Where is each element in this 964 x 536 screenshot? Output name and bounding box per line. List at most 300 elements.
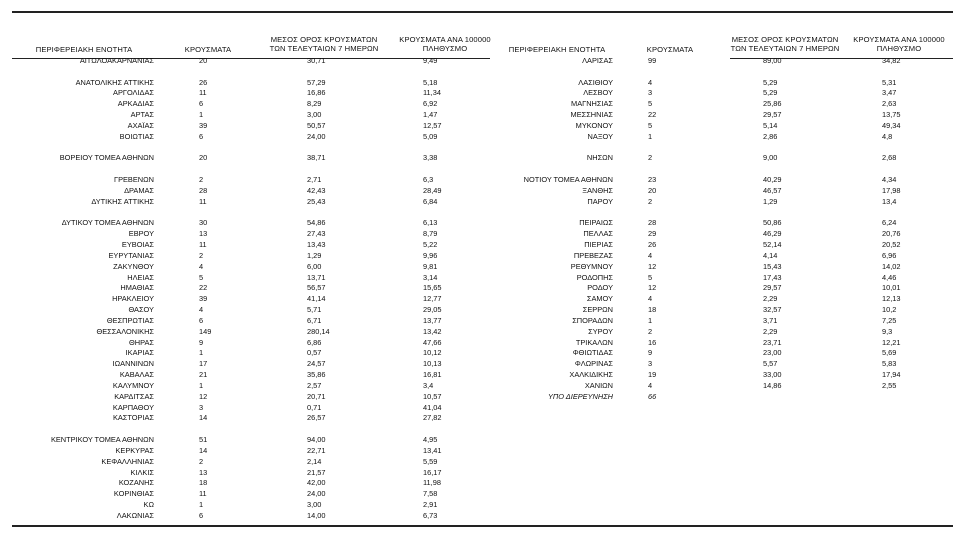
table-row xyxy=(12,218,953,228)
cases-cell: 30 xyxy=(199,218,208,228)
cases-cell: 9 xyxy=(199,337,204,347)
cases-cell: 2 xyxy=(199,456,204,466)
cases-cell: 4 xyxy=(648,380,653,390)
avg-7day-cell: 6,86 xyxy=(307,337,322,347)
region-name-cell: ΧΑΛΚΙΔΙΚΗΣ xyxy=(569,370,613,380)
region-name-cell: ΙΩΑΝΝΙΝΩΝ xyxy=(112,359,154,369)
header-region-left: ΠΕΡΙΦΕΡΕΙΑΚΗ ΕΝΟΤΗΤΑ xyxy=(35,45,133,54)
cases-per-100k-cell: 13,42 xyxy=(423,326,442,336)
region-name-cell: ΗΛΕΙΑΣ xyxy=(127,272,154,282)
table-row xyxy=(12,413,953,423)
table-row xyxy=(12,197,953,207)
cases-cell: 39 xyxy=(199,294,208,304)
region-name-cell: ΝΟΤΙΟΥ ΤΟΜΕΑ ΑΘΗΝΩΝ xyxy=(523,175,613,185)
region-name-cell: ΣΥΡΟΥ xyxy=(588,326,613,336)
cases-per-100k-cell: 11,34 xyxy=(423,88,441,98)
table-row xyxy=(12,338,953,348)
cases-per-100k-cell: 6,3 xyxy=(423,175,434,185)
region-name-cell: ΓΡΕΒΕΝΩΝ xyxy=(114,175,154,185)
avg-7day-cell: 0,57 xyxy=(307,348,322,358)
avg-7day-cell: 5,71 xyxy=(307,305,322,315)
region-name-cell: ΚΑΒΑΛΑΣ xyxy=(119,370,154,380)
table-row xyxy=(12,229,953,239)
avg-7day-cell: 3,00 xyxy=(307,110,322,120)
cases-per-100k-cell: 13,75 xyxy=(882,110,901,120)
region-name-cell: ΙΚΑΡΙΑΣ xyxy=(125,348,154,358)
table-row xyxy=(12,240,953,250)
bottom-rule xyxy=(12,525,953,527)
cases-per-100k-cell: 7,25 xyxy=(882,315,897,325)
cases-cell: 1 xyxy=(199,110,204,120)
region-name-cell: ΑΙΤΩΛΟΑΚΑΡΝΑΝΙΑΣ xyxy=(79,56,154,65)
cases-cell: 26 xyxy=(199,77,208,87)
region-name-cell: ΑΧΑΪΑΣ xyxy=(127,120,154,130)
avg-7day-cell: 14,00 xyxy=(307,510,326,520)
table-row xyxy=(12,186,953,196)
cases-cell: 9 xyxy=(648,348,653,358)
region-name-cell: ΑΡΤΑΣ xyxy=(130,110,154,120)
region-name-cell: ΑΝΑΤΟΛΙΚΗΣ ΑΤΤΙΚΗΣ xyxy=(75,77,154,87)
avg-7day-cell: 54,86 xyxy=(307,218,326,228)
table-row xyxy=(12,446,953,456)
region-name-cell: ΚΑΡΔΙΤΣΑΣ xyxy=(114,391,154,401)
cases-cell: 5 xyxy=(648,120,653,130)
cases-per-100k-cell: 49,34 xyxy=(882,120,901,130)
cases-per-100k-cell: 13,41 xyxy=(423,445,442,455)
region-name-cell: ΚΟΖΑΝΗΣ xyxy=(118,478,154,488)
avg-7day-cell: 50,86 xyxy=(763,218,782,228)
region-name-cell: ΚΟΡΙΝΘΙΑΣ xyxy=(113,489,154,499)
cases-cell: 12 xyxy=(648,283,657,293)
region-name-cell: ΡΟΔΟΠΗΣ xyxy=(576,272,613,282)
avg-7day-cell: 38,71 xyxy=(307,153,326,163)
avg-7day-cell: 29,57 xyxy=(763,283,782,293)
cases-per-100k-cell: 12,77 xyxy=(423,294,442,304)
cases-per-100k-cell: 13,4 xyxy=(882,196,897,206)
region-name-cell: ΚΑΡΠΑΘΟΥ xyxy=(112,402,154,412)
avg-7day-cell: 42,43 xyxy=(307,185,326,195)
cases-cell: 4 xyxy=(648,77,653,87)
avg-7day-cell: 280,14 xyxy=(307,326,330,336)
region-name-cell: ΤΡΙΚΑΛΩΝ xyxy=(575,337,613,347)
avg-7day-cell: 0,71 xyxy=(307,402,322,412)
region-name-cell: ΘΗΡΑΣ xyxy=(129,337,154,347)
region-name-cell: ΠΡΕΒΕΖΑΣ xyxy=(573,250,613,260)
cases-cell: 2 xyxy=(648,196,653,206)
table-row xyxy=(12,457,953,467)
cases-per-100k-cell: 3,4 xyxy=(423,380,434,390)
region-name-cell: ΠΑΡΟΥ xyxy=(587,196,613,206)
table-row xyxy=(12,327,953,337)
cases-cell: 51 xyxy=(199,435,208,445)
table-row xyxy=(12,294,953,304)
cases-per-100k-cell: 4,95 xyxy=(423,435,438,445)
cases-cell: 5 xyxy=(648,272,653,282)
region-name-cell: ΡΟΔΟΥ xyxy=(587,283,613,293)
avg-7day-cell: 46,57 xyxy=(763,185,782,195)
cases-per-100k-cell: 12,57 xyxy=(423,120,442,130)
table-row xyxy=(12,359,953,369)
cases-per-100k-cell: 34,82 xyxy=(882,56,901,65)
cases-cell: 20 xyxy=(199,56,208,65)
avg-7day-cell: 56,57 xyxy=(307,283,326,293)
avg-7day-cell: 6,00 xyxy=(307,261,322,271)
avg-7day-cell: 23,00 xyxy=(763,348,782,358)
region-name-cell: ΛΑΡΙΣΑΣ xyxy=(582,56,613,65)
region-name-cell: ΠΙΕΡΙΑΣ xyxy=(584,240,613,250)
region-name-cell: ΜΕΣΣΗΝΙΑΣ xyxy=(570,110,613,120)
cases-per-100k-cell: 6,73 xyxy=(423,510,438,520)
table-row xyxy=(12,251,953,261)
cases-per-100k-cell: 6,24 xyxy=(882,218,897,228)
region-name-cell: ΦΘΙΩΤΙΔΑΣ xyxy=(572,348,613,358)
cases-per-100k-cell: 29,05 xyxy=(423,305,442,315)
cases-per-100k-cell: 27,82 xyxy=(423,413,442,423)
cases-cell: 14 xyxy=(199,413,208,423)
avg-7day-cell: 30,71 xyxy=(307,56,326,65)
cases-per-100k-cell: 1,47 xyxy=(423,110,438,120)
avg-7day-cell: 2,29 xyxy=(763,326,778,336)
avg-7day-cell: 13,71 xyxy=(307,272,326,282)
region-name-cell: ΜΥΚΟΝΟΥ xyxy=(575,120,613,130)
cases-per-100k-cell: 5,09 xyxy=(423,131,438,141)
header-cases-left: ΚΡΟΥΣΜΑΤΑ xyxy=(184,45,232,54)
cases-per-100k-cell: 3,14 xyxy=(423,272,438,282)
avg-7day-cell: 94,00 xyxy=(307,435,326,445)
avg-7day-cell: 3,00 xyxy=(307,500,322,510)
header-per100k-right: ΚΡΟΥΣΜΑΤΑ ΑΝΑ 100000 ΠΛΗΘΥΣΜΟ xyxy=(853,35,945,53)
cases-cell: 39 xyxy=(199,120,208,130)
cases-cell: 1 xyxy=(199,500,204,510)
cases-per-100k-cell: 5,83 xyxy=(882,359,897,369)
cases-cell: 20 xyxy=(199,153,208,163)
table-row xyxy=(12,110,953,120)
region-name-cell: ΡΕΘΥΜΝΟΥ xyxy=(570,261,613,271)
table-row xyxy=(12,468,953,478)
region-name-cell: ΘΕΣΣΑΛΟΝΙΚΗΣ xyxy=(96,326,154,336)
cases-cell: 4 xyxy=(199,305,204,315)
avg-7day-cell: 22,71 xyxy=(307,445,326,455)
cases-cell: 13 xyxy=(199,467,208,477)
cases-per-100k-cell: 10,13 xyxy=(423,359,442,369)
region-name-cell: ΚΕΦΑΛΛΗΝΙΑΣ xyxy=(101,456,154,466)
cases-cell: 1 xyxy=(648,315,653,325)
region-name-cell: ΥΠΟ ΔΙΕΡΕΥΝΗΣΗ xyxy=(548,391,613,401)
cases-per-100k-cell: 5,69 xyxy=(882,348,897,358)
avg-7day-cell: 5,14 xyxy=(763,120,778,130)
cases-per-100k-cell: 5,18 xyxy=(423,77,438,87)
table-row xyxy=(12,56,953,66)
cases-per-100k-cell: 14,02 xyxy=(882,261,901,271)
avg-7day-cell: 16,86 xyxy=(307,88,326,98)
region-name-cell: ΔΥΤΙΚΗΣ ΑΤΤΙΚΗΣ xyxy=(91,196,154,206)
cases-cell: 2 xyxy=(199,250,204,260)
avg-7day-cell: 2,71 xyxy=(307,175,322,185)
cases-cell: 16 xyxy=(648,337,657,347)
avg-7day-cell: 29,57 xyxy=(763,110,782,120)
avg-7day-cell: 1,29 xyxy=(763,196,778,206)
region-name-cell: ΘΕΣΠΡΩΤΙΑΣ xyxy=(106,315,154,325)
cases-cell: 20 xyxy=(648,185,657,195)
cases-per-100k-cell: 6,96 xyxy=(882,250,897,260)
region-name-cell: ΦΛΩΡΙΝΑΣ xyxy=(574,359,613,369)
avg-7day-cell: 2,29 xyxy=(763,294,778,304)
avg-7day-cell: 4,14 xyxy=(763,250,778,260)
cases-cell: 4 xyxy=(648,250,653,260)
cases-cell: 2 xyxy=(648,326,653,336)
avg-7day-cell: 33,00 xyxy=(763,370,782,380)
avg-7day-cell: 5,29 xyxy=(763,77,778,87)
region-name-cell: ΑΡΓΟΛΙΔΑΣ xyxy=(113,88,154,98)
table-row xyxy=(12,121,953,131)
cases-cell: 99 xyxy=(648,56,657,65)
table-row xyxy=(12,392,953,402)
cases-per-100k-cell: 9,81 xyxy=(423,261,438,271)
region-name-cell: ΧΑΝΙΩΝ xyxy=(584,380,613,390)
header-avg-right: ΜΕΣΟΣ ΟΡΟΣ ΚΡΟΥΣΜΑΤΩΝ ΤΩΝ ΤΕΛΕΥΤΑΙΩΝ 7 ΗΜΕΡΩΝ xyxy=(730,35,840,53)
table-row xyxy=(12,262,953,272)
cases-per-100k-cell: 10,12 xyxy=(423,348,442,358)
table-row xyxy=(12,478,953,488)
cases-cell: 5 xyxy=(648,99,653,109)
cases-cell: 11 xyxy=(199,88,207,98)
avg-7day-cell: 52,14 xyxy=(763,240,782,250)
avg-7day-cell: 41,14 xyxy=(307,294,326,304)
cases-cell: 17 xyxy=(199,359,208,369)
cases-cell: 26 xyxy=(648,240,657,250)
cases-cell: 3 xyxy=(648,359,653,369)
table-row xyxy=(12,500,953,510)
cases-per-100k-cell: 5,59 xyxy=(423,456,438,466)
cases-cell: 1 xyxy=(199,348,204,358)
cases-cell: 1 xyxy=(199,380,204,390)
cases-per-100k-cell: 6,92 xyxy=(423,99,438,109)
cases-cell: 22 xyxy=(199,283,208,293)
region-name-cell: ΣΕΡΡΩΝ xyxy=(582,305,613,315)
cases-per-100k-cell: 12,13 xyxy=(882,294,901,304)
region-name-cell: ΚΕΝΤΡΙΚΟΥ ΤΟΜΕΑ ΑΘΗΝΩΝ xyxy=(50,435,154,445)
avg-7day-cell: 9,00 xyxy=(763,153,778,163)
region-name-cell: ΣΑΜΟΥ xyxy=(586,294,613,304)
cases-cell: 28 xyxy=(199,185,208,195)
cases-per-100k-cell: 6,13 xyxy=(423,218,438,228)
table-row xyxy=(12,489,953,499)
table-row xyxy=(12,381,953,391)
table-row xyxy=(12,511,953,521)
avg-7day-cell: 46,29 xyxy=(763,229,782,239)
avg-7day-cell: 40,29 xyxy=(763,175,782,185)
avg-7day-cell: 17,43 xyxy=(763,272,782,282)
region-name-cell: ΜΑΓΝΗΣΙΑΣ xyxy=(571,99,613,109)
cases-per-100k-cell: 20,76 xyxy=(882,229,901,239)
region-name-cell: ΚΙΛΚΙΣ xyxy=(130,467,154,477)
cases-cell: 4 xyxy=(199,261,204,271)
region-name-cell: ΕΥΡΥΤΑΝΙΑΣ xyxy=(108,250,154,260)
cases-per-100k-cell: 4,46 xyxy=(882,272,897,282)
region-name-cell: ΔΡΑΜΑΣ xyxy=(124,185,154,195)
region-name-cell: ΝΗΣΩΝ xyxy=(586,153,613,163)
avg-7day-cell: 24,00 xyxy=(307,489,326,499)
cases-per-100k-cell: 2,68 xyxy=(882,153,897,163)
cases-cell: 11 xyxy=(199,196,207,206)
top-rule xyxy=(12,11,953,13)
cases-per-100k-cell: 4,34 xyxy=(882,175,897,185)
cases-cell: 66 xyxy=(648,391,657,401)
avg-7day-cell: 3,71 xyxy=(763,315,778,325)
avg-7day-cell: 2,86 xyxy=(763,131,778,141)
header-per100k-left: ΚΡΟΥΣΜΑΤΑ ΑΝΑ 100000 ΠΛΗΘΥΣΜΟ xyxy=(399,35,491,53)
region-name-cell: ΖΑΚΥΝΘΟΥ xyxy=(113,261,154,271)
avg-7day-cell: 26,57 xyxy=(307,413,326,423)
region-name-cell: ΚΑΣΤΟΡΙΑΣ xyxy=(112,413,154,423)
cases-cell: 18 xyxy=(199,478,208,488)
table-row xyxy=(12,99,953,109)
table-row xyxy=(12,348,953,358)
cases-per-100k-cell: 5,22 xyxy=(423,240,438,250)
cases-per-100k-cell: 2,91 xyxy=(423,500,438,510)
table-row xyxy=(12,153,953,163)
cases-cell: 6 xyxy=(199,510,204,520)
avg-7day-cell: 6,71 xyxy=(307,315,322,325)
table-row xyxy=(12,403,953,413)
cases-per-100k-cell: 9,49 xyxy=(423,56,438,65)
avg-7day-cell: 42,00 xyxy=(307,478,326,488)
cases-per-100k-cell: 10,01 xyxy=(882,283,901,293)
cases-cell: 5 xyxy=(199,272,204,282)
cases-cell: 23 xyxy=(648,175,657,185)
header-cases-right: ΚΡΟΥΣΜΑΤΑ xyxy=(646,45,694,54)
avg-7day-cell: 50,57 xyxy=(307,120,326,130)
table-row xyxy=(12,316,953,326)
region-name-cell: ΠΕΙΡΑΙΩΣ xyxy=(579,218,613,228)
avg-7day-cell: 8,29 xyxy=(307,99,322,109)
cases-cell: 6 xyxy=(199,99,204,109)
cases-cell: 6 xyxy=(199,315,204,325)
cases-per-100k-cell: 10,57 xyxy=(423,391,442,401)
table-row xyxy=(12,78,953,88)
avg-7day-cell: 5,29 xyxy=(763,88,778,98)
cases-per-100k-cell: 16,81 xyxy=(423,370,442,380)
cases-cell: 13 xyxy=(199,229,208,239)
region-name-cell: ΚΑΛΥΜΝΟΥ xyxy=(112,380,154,390)
cases-per-100k-cell: 16,17 xyxy=(423,467,442,477)
cases-cell: 6 xyxy=(199,131,204,141)
region-name-cell: ΕΒΡΟΥ xyxy=(128,229,154,239)
cases-cell: 11 xyxy=(199,489,207,499)
avg-7day-cell: 5,57 xyxy=(763,359,778,369)
region-name-cell: ΒΟΡΕΙΟΥ ΤΟΜΕΑ ΑΘΗΝΩΝ xyxy=(59,153,154,163)
region-name-cell: ΝΑΞΟΥ xyxy=(587,131,613,141)
region-name-cell: ΞΑΝΘΗΣ xyxy=(582,185,613,195)
cases-per-100k-cell: 3,38 xyxy=(423,153,438,163)
avg-7day-cell: 24,00 xyxy=(307,131,326,141)
avg-7day-cell: 21,57 xyxy=(307,467,326,477)
cases-cell: 3 xyxy=(199,402,204,412)
header-avg-left: ΜΕΣΟΣ ΟΡΟΣ ΚΡΟΥΣΜΑΤΩΝ ΤΩΝ ΤΕΛΕΥΤΑΙΩΝ 7 ΗΜΕΡΩΝ xyxy=(269,35,379,53)
table-row xyxy=(12,370,953,380)
cases-per-100k-cell: 9,3 xyxy=(882,326,893,336)
region-name-cell: ΛΑΚΩΝΙΑΣ xyxy=(116,510,154,520)
avg-7day-cell: 25,86 xyxy=(763,99,782,109)
header-region-right: ΠΕΡΙΦΕΡΕΙΑΚΗ ΕΝΟΤΗΤΑ xyxy=(508,45,606,54)
table-row xyxy=(12,305,953,315)
region-name-cell: ΣΠΟΡΑΔΩΝ xyxy=(572,315,613,325)
cases-cell: 29 xyxy=(648,229,657,239)
report-sheet xyxy=(12,11,953,527)
cases-per-100k-cell: 9,96 xyxy=(423,250,438,260)
avg-7day-cell: 13,43 xyxy=(307,240,326,250)
region-name-cell: ΠΕΛΛΑΣ xyxy=(583,229,613,239)
region-name-cell: ΛΑΣΙΘΙΟΥ xyxy=(578,77,613,87)
cases-per-100k-cell: 2,63 xyxy=(882,99,897,109)
table-row xyxy=(12,273,953,283)
region-name-cell: ΔΥΤΙΚΟΥ ΤΟΜΕΑ ΑΘΗΝΩΝ xyxy=(61,218,154,228)
cases-cell: 3 xyxy=(648,88,653,98)
avg-7day-cell: 89,00 xyxy=(763,56,782,65)
table-row xyxy=(12,435,953,445)
cases-cell: 12 xyxy=(199,391,208,401)
region-name-cell: ΚΕΡΚΥΡΑΣ xyxy=(115,445,154,455)
cases-cell: 12 xyxy=(648,261,657,271)
cases-cell: 11 xyxy=(199,240,207,250)
region-name-cell: ΗΜΑΘΙΑΣ xyxy=(120,283,154,293)
avg-7day-cell: 25,43 xyxy=(307,196,326,206)
cases-per-100k-cell: 17,98 xyxy=(882,185,901,195)
region-name-cell: ΗΡΑΚΛΕΙΟΥ xyxy=(112,294,154,304)
cases-cell: 2 xyxy=(648,153,653,163)
cases-cell: 28 xyxy=(648,218,657,228)
cases-per-100k-cell: 2,55 xyxy=(882,380,897,390)
cases-per-100k-cell: 7,58 xyxy=(423,489,438,499)
region-name-cell: ΘΑΣΟΥ xyxy=(128,305,154,315)
avg-7day-cell: 23,71 xyxy=(763,337,782,347)
avg-7day-cell: 32,57 xyxy=(763,305,782,315)
avg-7day-cell: 27,43 xyxy=(307,229,326,239)
cases-per-100k-cell: 47,66 xyxy=(423,337,442,347)
cases-cell: 18 xyxy=(648,305,657,315)
cases-per-100k-cell: 12,21 xyxy=(882,337,901,347)
region-name-cell: ΚΩ xyxy=(143,500,154,510)
avg-7day-cell: 35,86 xyxy=(307,370,326,380)
cases-cell: 19 xyxy=(648,370,657,380)
region-name-cell: ΑΡΚΑΔΙΑΣ xyxy=(117,99,154,109)
table-row xyxy=(12,175,953,185)
cases-per-100k-cell: 10,2 xyxy=(882,305,897,315)
cases-per-100k-cell: 4,8 xyxy=(882,131,893,141)
cases-per-100k-cell: 5,31 xyxy=(882,77,897,87)
cases-per-100k-cell: 15,65 xyxy=(423,283,442,293)
cases-cell: 22 xyxy=(648,110,657,120)
avg-7day-cell: 14,86 xyxy=(763,380,782,390)
avg-7day-cell: 2,14 xyxy=(307,456,322,466)
region-name-cell: ΛΕΣΒΟΥ xyxy=(583,88,613,98)
avg-7day-cell: 24,57 xyxy=(307,359,326,369)
cases-per-100k-cell: 28,49 xyxy=(423,185,442,195)
cases-cell: 2 xyxy=(199,175,204,185)
avg-7day-cell: 20,71 xyxy=(307,391,326,401)
cases-per-100k-cell: 13,77 xyxy=(423,315,442,325)
cases-cell: 21 xyxy=(199,370,208,380)
cases-per-100k-cell: 41,04 xyxy=(423,402,442,412)
table-row xyxy=(12,88,953,98)
cases-per-100k-cell: 11,98 xyxy=(423,478,441,488)
cases-cell: 14 xyxy=(199,445,208,455)
region-name-cell: ΕΥΒΟΙΑΣ xyxy=(121,240,154,250)
cases-per-100k-cell: 3,47 xyxy=(882,88,897,98)
avg-7day-cell: 1,29 xyxy=(307,250,322,260)
cases-cell: 4 xyxy=(648,294,653,304)
cases-per-100k-cell: 17,94 xyxy=(882,370,901,380)
